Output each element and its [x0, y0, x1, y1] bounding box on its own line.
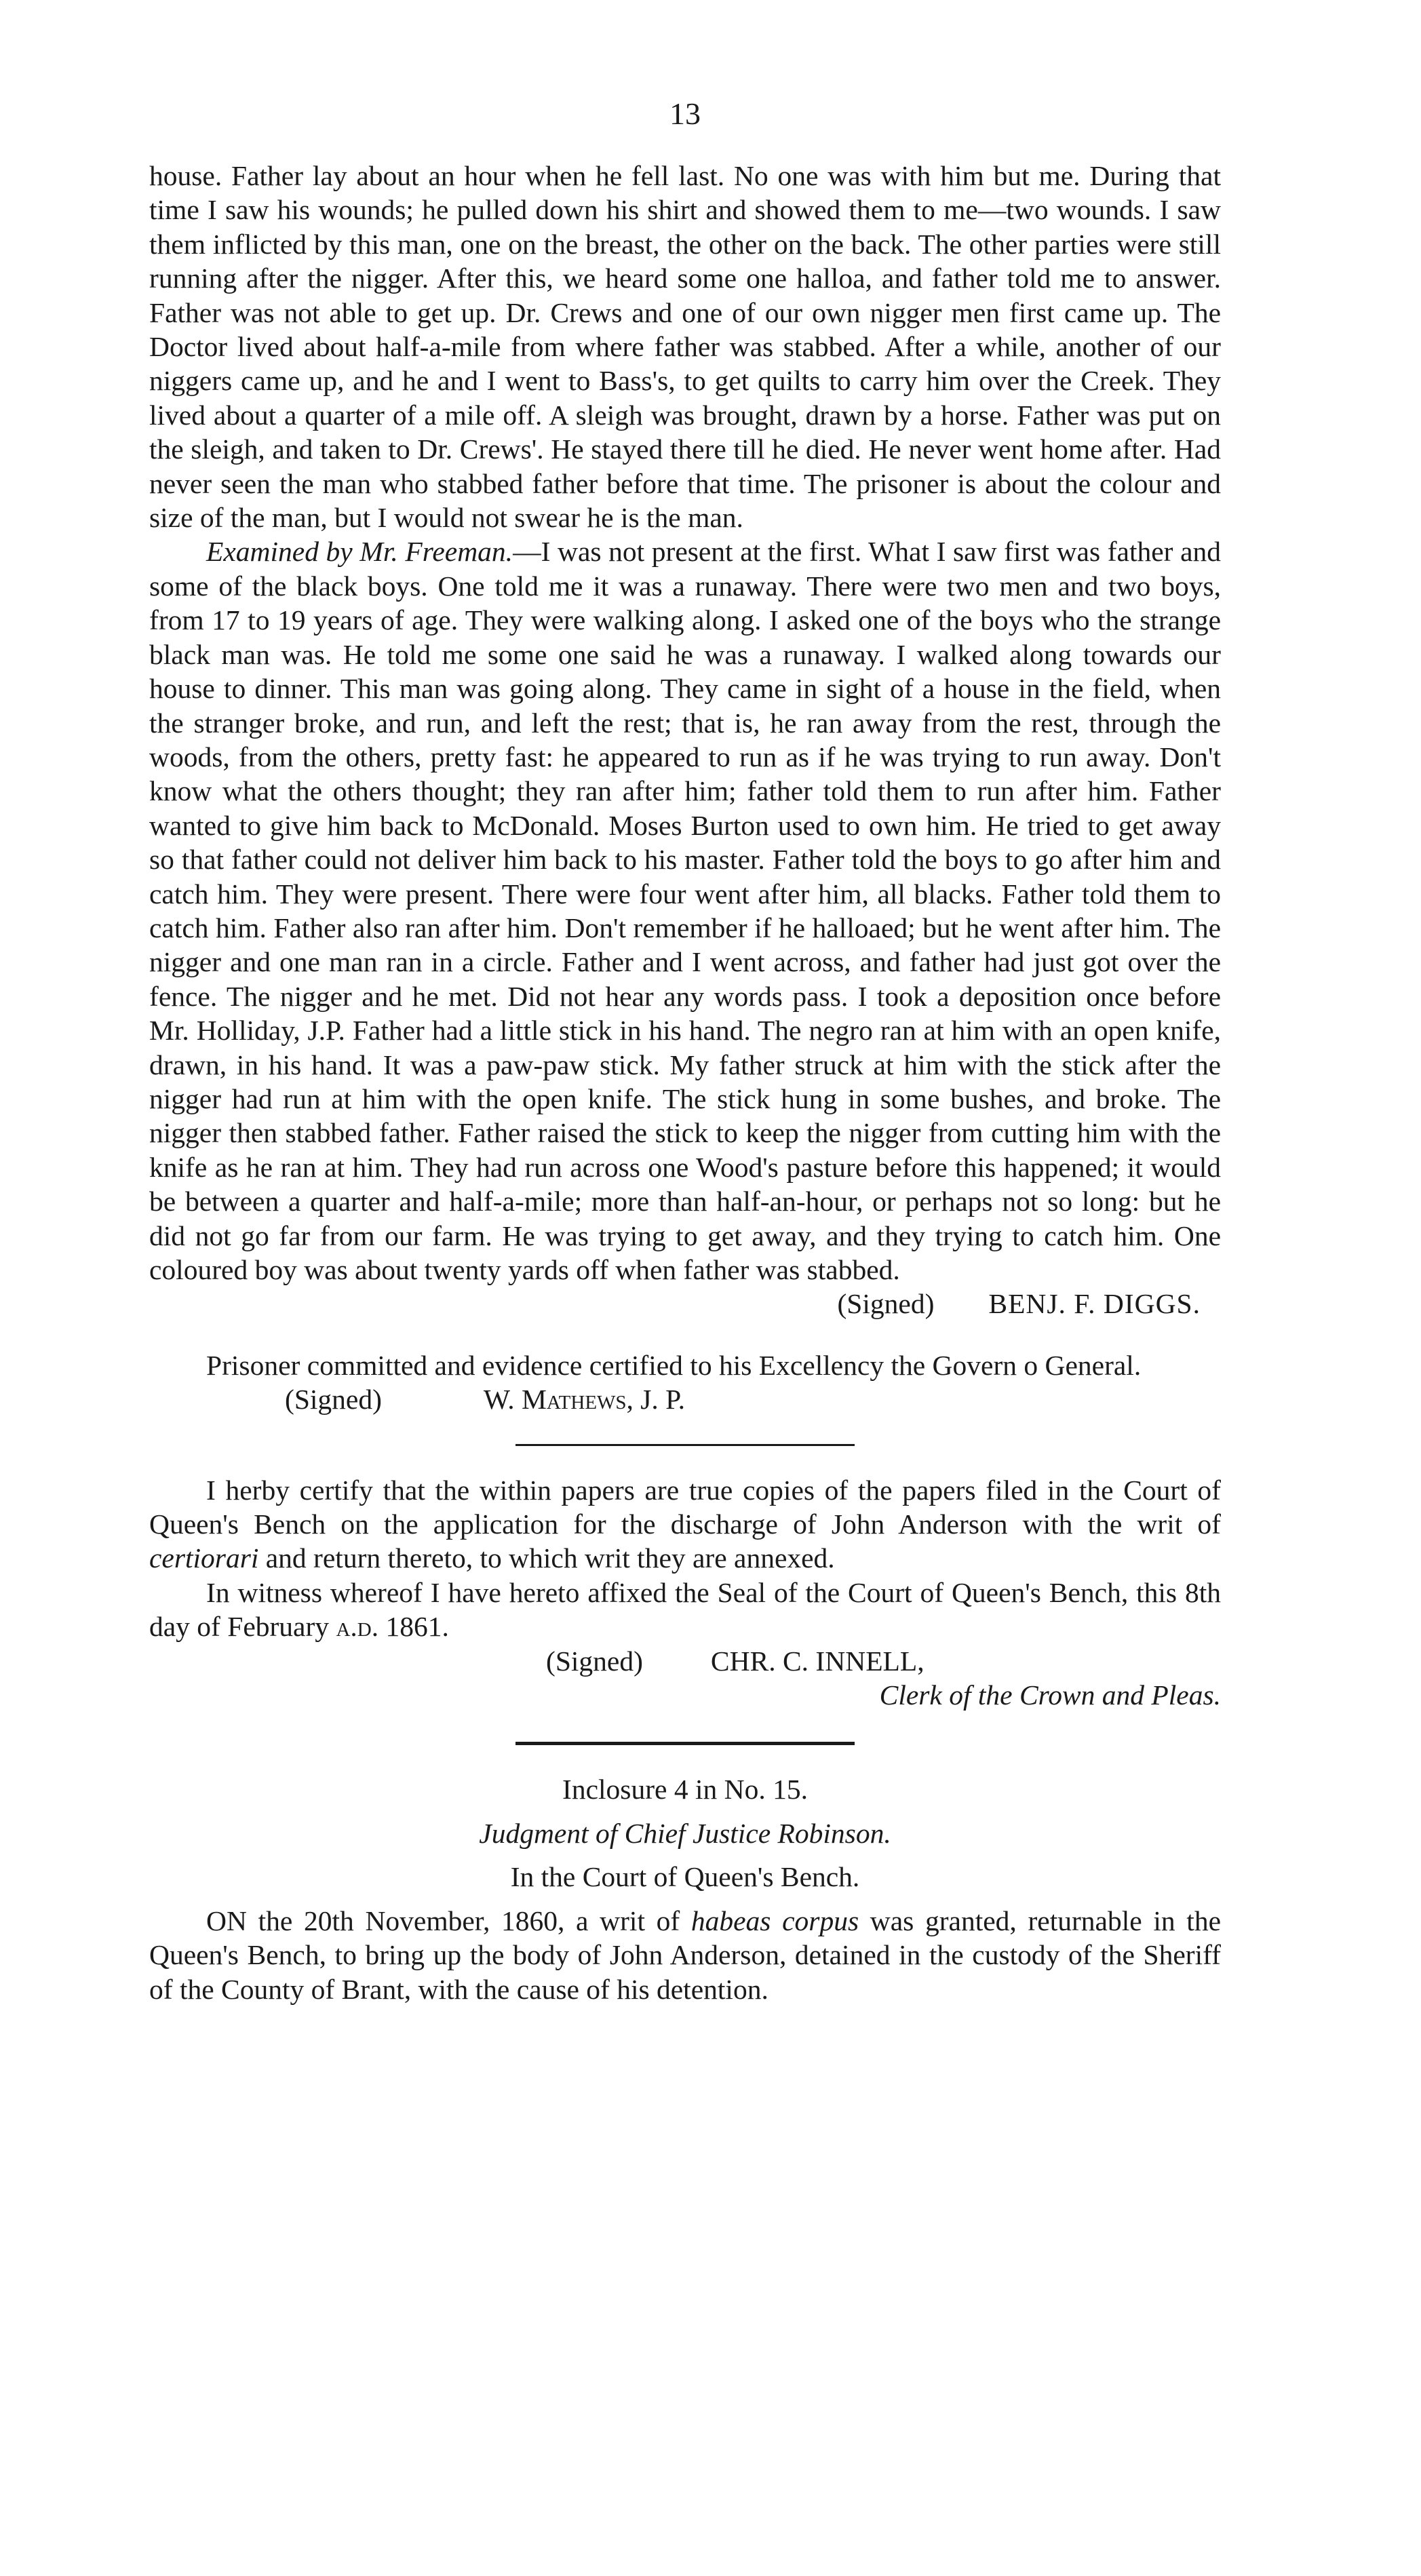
certificate-paragraph-2 — [149, 1576, 1221, 1644]
signed-label: (Signed) — [285, 1384, 382, 1416]
certificate-text: I herby certify that the within papers are true copies of the papers filed in the Court of Queen's Bench on the application for the discharge of John Anderson with the writ of — [149, 1474, 1221, 1540]
judgment-text: was granted, returnable in the Queen's Bench, to bring up the body of John Anderson, detained in the custody of the Sheriff of the County of Brant, with the cause of his detention. — [149, 1905, 1222, 2005]
examined-label: Examined by Mr. Freeman. — [206, 536, 513, 568]
judgment-text: the 20th November, 1860, a writ of — [246, 1905, 691, 1936]
committal-signature — [149, 1382, 1221, 1416]
signed-label: (Signed) — [546, 1645, 643, 1677]
anno-domini: a.d. — [336, 1611, 379, 1643]
witness-text: In witness whereof I have hereto affixed the Seal of the Court of Queen's Bench, this 8th day of February — [149, 1576, 1221, 1643]
clerk-title: Clerk of the Crown and Pleas. — [879, 1679, 1221, 1711]
clerk-name: CHR. C. INNELL, — [710, 1645, 924, 1677]
testimony-signature — [149, 1287, 1201, 1321]
opening-word: ON — [206, 1905, 247, 1936]
testimony-paragraph-2 — [149, 534, 1221, 1287]
certiorari-term: certiorari — [149, 1542, 259, 1574]
year-text: 1861. — [378, 1611, 449, 1643]
section-divider — [515, 1742, 855, 1745]
court-name: In the Court of Queen's Bench. — [510, 1861, 860, 1893]
certificate-paragraph-1 — [149, 1473, 1221, 1576]
signer-name: BENJ. F. DIGGS. — [988, 1288, 1201, 1320]
certificate-signature — [149, 1644, 1221, 1678]
testimony-paragraph-1: house. Father lay about an hour when he fell last. No one was with him but me. During that time I saw his wounds; he pulled down his shirt and showed them to me—two wounds. I saw them inflicted by this man, one on the breast, the other on the back. The other parties were still running after the nigger. After this, we heard some one halloa, and father told me to answer. Father was not able to get up. Dr. Crews and one of our own nigger men first came up. The Doctor lived about half-a-mile from where father was stabbed. After a while, another of our niggers came up, and he and I went to Bass's, to get quilts to carry him over the Creek. They lived about a quarter of a mile off. A sleigh was brought, drawn by a horse. Father was put on the sleigh, and taken to Dr. Crews'. He stayed there till he died. He never went home after. Had never seen the man who stabbed father before that time. The prisoner is about the colour and size of the man, but I would not swear he is the man. — [149, 160, 1221, 534]
judgment-paragraph — [149, 1904, 1221, 2006]
inclosure-heading: Inclosure 4 in No. 15. — [562, 1774, 808, 1806]
testimony-paragraph-2-text: —I was not present at the first. What I saw first was father and some of the black boys. One told me it was a runaway. There were two men and two boys, from 17 to 19 years of age. They were walking along. I asked one of the boys who the strange black man was. He told me some one said he was a runaway. I walked along towards our house to dinner. This man was going along. They came in sight of a house in the field, when the stranger broke, and run, and left the rest; that is, he ran away from the rest, through the woods, from the others, pretty fast: he appeared to run as if he was trying to run away. Don't know what the others thought; they ran after him; father told them to run after him. Father wanted to give him back to McDonald. Moses Burton used to own him. He tried to get away so that father could not deliver him back to his master. Father told the boys to go after him and catch him. They were present. There were four went after him, all blacks. Father told them to catch him. Father also ran after him. Don't remember if he halloaed; but he went after him. The nigger and one man ran in a circle. Father and I went across, and father had just got over the fence. The nigger and he met. Did not hear any words pass. I took a deposition once before Mr. Holliday, J.P. Father had a little stick in his hand. The negro ran at him with an open knife, drawn, in his hand. It was a paw-paw stick. My father struck at him with the stick after the nigger had run at him with the open knife. The stick hung in some bushes, and broke. The nigger then stabbed father. Father raised the stick to keep the nigger from cutting him with the knife as he ran at him. They had run across one Wood's pasture before this happened; it would be between a quarter and half-a-mile; more than half-an-hour, or perhaps not so long: but he did not go far from our farm. He was trying to get away, and they trying to catch him. One coloured boy was about twenty yards off when father was stabbed. — [149, 536, 1222, 1285]
committal-text: Prisoner committed and evidence certified to his Excellency the Govern o General. — [206, 1349, 1142, 1381]
certificate-text: and return thereto, to which writ they are annexed. — [258, 1542, 835, 1574]
page-number: 13 — [669, 96, 701, 131]
signed-label: (Signed) — [837, 1288, 935, 1320]
magistrate-name: W. Mathews, J. P. — [483, 1384, 686, 1416]
divider — [515, 1444, 855, 1446]
document-page — [149, 95, 1221, 2006]
judgment-title: Judgment of Chief Justice Robinson. — [479, 1817, 891, 1849]
habeas-corpus-term: habeas corpus — [690, 1905, 859, 1936]
